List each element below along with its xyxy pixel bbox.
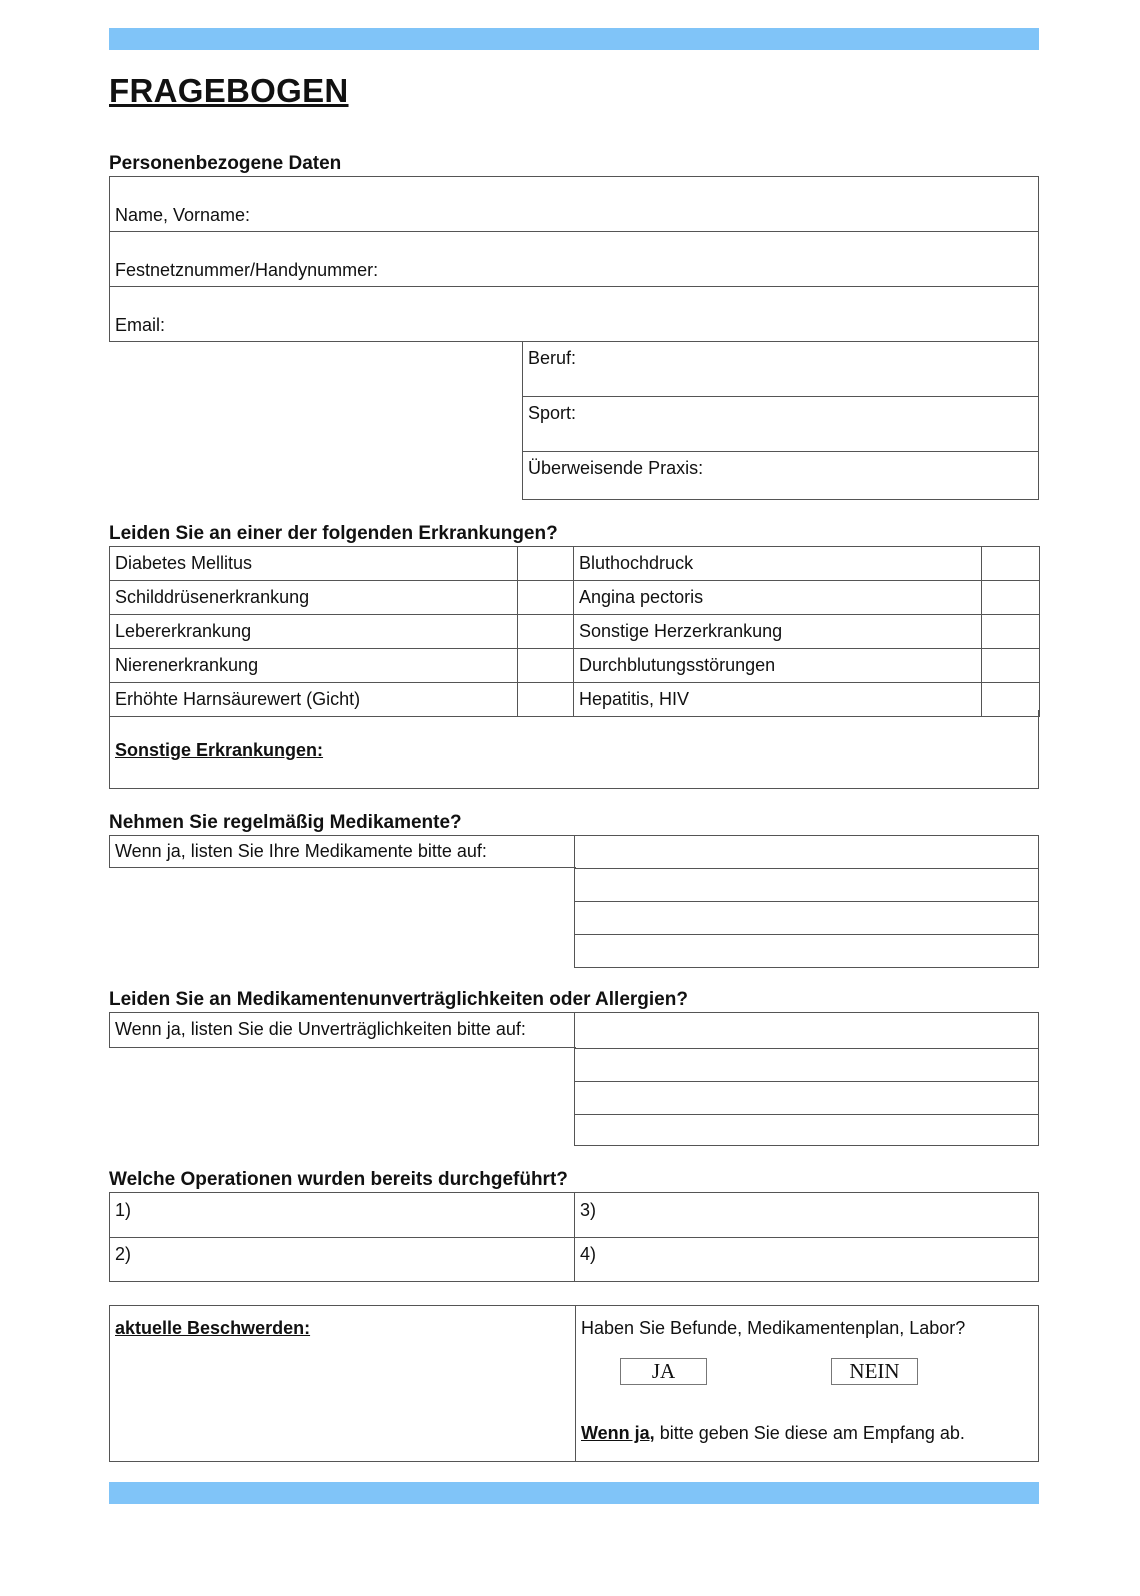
disease-checkbox[interactable] xyxy=(982,581,1040,615)
phone-input[interactable] xyxy=(410,232,1030,286)
disease-label: Erhöhte Harnsäurewert (Gicht) xyxy=(110,683,518,717)
diseases-table xyxy=(109,546,1040,717)
bottom-accent-bar xyxy=(109,1482,1039,1504)
operation-number: 4) xyxy=(580,1244,597,1264)
complaints-input[interactable] xyxy=(115,1346,565,1456)
disease-checkbox[interactable] xyxy=(982,547,1040,581)
job-input[interactable] xyxy=(593,342,1033,396)
job-label: Beruf: xyxy=(528,348,577,368)
allergies-prompt-cell xyxy=(109,1012,576,1048)
disease-label: Nierenerkrankung xyxy=(110,649,518,683)
sport-row xyxy=(523,397,1038,452)
name-row xyxy=(110,177,1038,232)
medication-line-input[interactable] xyxy=(575,836,1038,868)
documents-note xyxy=(581,1423,965,1444)
complaints-divider xyxy=(575,1306,576,1461)
medication-prompt-cell xyxy=(109,835,576,868)
disease-label: Durchblutungsstörungen xyxy=(574,649,982,683)
documents-note-bold: Wenn ja, xyxy=(581,1423,655,1443)
disease-label: Angina pectoris xyxy=(574,581,982,615)
operation-input[interactable] xyxy=(140,1195,565,1235)
occupation-box xyxy=(522,341,1039,500)
allergies-lines xyxy=(574,1012,1039,1146)
disease-checkbox[interactable] xyxy=(518,649,574,683)
top-accent-bar xyxy=(109,28,1039,50)
section-heading-diseases: Leiden Sie an einer der folgenden Erkrankungen? xyxy=(109,523,558,544)
disease-checkbox[interactable] xyxy=(982,615,1040,649)
section-heading-medication: Nehmen Sie regelmäßig Medikamente? xyxy=(109,812,462,833)
disease-checkbox[interactable] xyxy=(982,649,1040,683)
disease-label: Bluthochdruck xyxy=(574,547,982,581)
disease-label: Lebererkrankung xyxy=(110,615,518,649)
email-label: Email: xyxy=(115,315,166,335)
page-title: FRAGEBOGEN xyxy=(109,72,349,109)
disease-row xyxy=(110,547,1040,581)
operation-input[interactable] xyxy=(605,1195,1030,1235)
operation-input[interactable] xyxy=(140,1239,565,1279)
disease-label: Diabetes Mellitus xyxy=(110,547,518,581)
operation-number: 1) xyxy=(115,1200,132,1220)
medication-prompt: Wenn ja, listen Sie Ihre Medikamente bitte auf: xyxy=(115,841,487,861)
email-input[interactable] xyxy=(190,287,1030,341)
sport-label: Sport: xyxy=(528,403,577,423)
operation-number: 3) xyxy=(580,1200,597,1220)
name-input[interactable] xyxy=(270,177,1030,231)
documents-note-text: bitte geben Sie diese am Empfang ab. xyxy=(654,1423,965,1443)
name-label: Name, Vorname: xyxy=(115,205,251,225)
email-row xyxy=(110,287,1038,341)
disease-label: Sonstige Herzerkrankung xyxy=(574,615,982,649)
allergies-prompt: Wenn ja, listen Sie die Unverträglichkeiten bitte auf: xyxy=(115,1019,526,1039)
operation-input[interactable] xyxy=(605,1239,1030,1279)
phone-label: Festnetznummer/Handynummer: xyxy=(115,260,379,280)
medication-line-input[interactable] xyxy=(575,902,1038,934)
complaints-box xyxy=(109,1305,1039,1462)
disease-row xyxy=(110,649,1040,683)
practice-label: Überweisende Praxis: xyxy=(528,458,704,478)
disease-checkbox[interactable] xyxy=(518,547,574,581)
other-diseases-input[interactable] xyxy=(350,720,1030,780)
documents-question: Haben Sie Befunde, Medikamentenplan, Labor? xyxy=(581,1318,966,1338)
allergy-line-input[interactable] xyxy=(575,1115,1038,1145)
medication-lines xyxy=(574,835,1039,968)
section-heading-personal: Personenbezogene Daten xyxy=(109,153,342,174)
job-row xyxy=(523,342,1038,397)
phone-row xyxy=(110,232,1038,287)
allergy-line-input[interactable] xyxy=(575,1082,1038,1114)
operation-number: 2) xyxy=(115,1244,132,1264)
operations-box xyxy=(109,1192,1039,1282)
disease-label: Schilddrüsenerkrankung xyxy=(110,581,518,615)
medication-line-input[interactable] xyxy=(575,869,1038,901)
operations-divider xyxy=(110,1237,1038,1238)
medication-line-input[interactable] xyxy=(575,935,1038,967)
yes-button[interactable]: JA xyxy=(620,1358,707,1385)
practice-row xyxy=(523,452,1038,499)
disease-row xyxy=(110,581,1040,615)
practice-input[interactable] xyxy=(723,452,1033,499)
other-diseases-box xyxy=(109,710,1039,789)
section-heading-allergies: Leiden Sie an Medikamentenunverträglichkeiten oder Allergien? xyxy=(109,989,688,1010)
complaints-label: aktuelle Beschwerden: xyxy=(115,1318,311,1338)
section-heading-operations: Welche Operationen wurden bereits durchgeführt? xyxy=(109,1169,568,1190)
allergy-line-input[interactable] xyxy=(575,1013,1038,1048)
disease-checkbox[interactable] xyxy=(518,615,574,649)
no-button[interactable]: NEIN xyxy=(831,1358,918,1385)
sport-input[interactable] xyxy=(593,397,1033,451)
disease-label: Hepatitis, HIV xyxy=(574,683,982,717)
disease-row xyxy=(110,615,1040,649)
personal-data-box xyxy=(109,176,1039,342)
other-diseases-label: Sonstige Erkrankungen: xyxy=(115,740,324,760)
allergy-line-input[interactable] xyxy=(575,1049,1038,1081)
disease-checkbox[interactable] xyxy=(518,581,574,615)
